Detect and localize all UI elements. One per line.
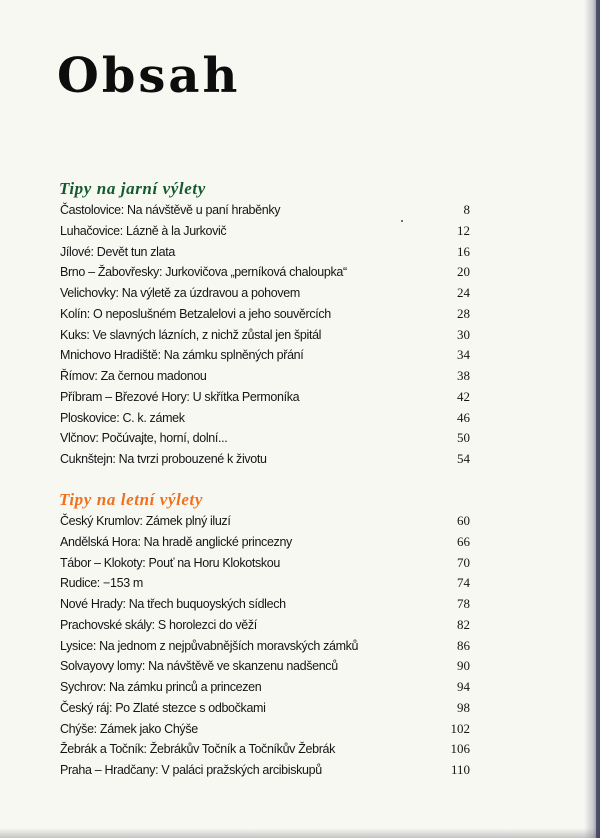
entry-title: Žebrák a Točník: Žebrákův Točník a Točníkův Žebrák xyxy=(60,742,336,757)
entry-title: Nové Hrady: Na třech buquoyských sídlech xyxy=(60,597,286,611)
toc-entry[interactable] xyxy=(60,594,470,615)
entry-page-number: 8 xyxy=(463,202,470,217)
toc-entry[interactable] xyxy=(60,698,470,719)
entry-title: Jílové: Devět tun zlata xyxy=(60,244,175,259)
toc-entry[interactable] xyxy=(60,532,470,553)
toc-entry[interactable] xyxy=(60,325,470,346)
entry-title: Římov: Za černou madonou xyxy=(60,369,207,383)
toc-entry[interactable] xyxy=(60,242,470,263)
entry-page-number: 70 xyxy=(457,554,470,570)
toc-entry[interactable] xyxy=(60,511,470,532)
entry-page-number: 90 xyxy=(457,658,470,674)
entry-page-number: 102 xyxy=(450,720,470,736)
entry-title: Solvayovy lomy: Na návštěvě ve skanzenu nadšenců xyxy=(60,659,338,674)
entry-title: Cuknštejn: Na tvrzi probouzené k životu xyxy=(60,452,267,466)
entry-page-number: 94 xyxy=(457,679,470,694)
toc-entry[interactable] xyxy=(60,615,470,636)
entry-title: Kuks: Ve slavných lázních, z nichž zůstal jen špitál xyxy=(60,327,322,342)
page-title: Obsah xyxy=(57,48,241,104)
entry-page-number: 86 xyxy=(457,637,470,653)
entry-page-number: 34 xyxy=(457,347,470,363)
section-heading: Tipy na jarní výlety xyxy=(59,179,206,198)
toc-entry[interactable] xyxy=(60,262,470,283)
toc-list xyxy=(60,511,470,781)
entry-page-number: 20 xyxy=(457,264,470,280)
toc-entry[interactable] xyxy=(60,221,470,242)
entry-page-number: 78 xyxy=(457,596,470,611)
toc-entry[interactable] xyxy=(60,200,470,221)
entry-title: Luhačovice: Lázně à la Jurkovič xyxy=(60,223,227,238)
entry-title: Lysice: Na jednom z nejpůvabnějších moravských zámků xyxy=(60,638,359,653)
entry-title: Praha – Hradčany: V paláci pražských arcibiskupů xyxy=(60,763,322,777)
entry-title: Brno – Žabovřesky: Jurkovičova „perníková chaloupka“ xyxy=(60,265,347,280)
toc-entry[interactable] xyxy=(60,553,470,574)
entry-page-number: 46 xyxy=(457,409,470,425)
toc-entry[interactable] xyxy=(60,739,470,760)
entry-title: Chýše: Zámek jako Chýše xyxy=(60,721,198,736)
entry-title: Příbram – Březové Hory: U skřítka Permoníka xyxy=(60,389,300,404)
toc-entry[interactable] xyxy=(60,719,470,740)
entry-page-number: 82 xyxy=(457,616,470,632)
section-spring-trips xyxy=(60,178,470,470)
toc-entry[interactable] xyxy=(60,677,470,698)
toc-entry[interactable] xyxy=(60,656,470,677)
entry-title: Mnichovo Hradiště: Na zámku splněných přání xyxy=(60,348,304,363)
toc-list xyxy=(60,200,470,470)
entry-title: Vlčnov: Počúvajte, horní, dolní... xyxy=(60,431,228,446)
entry-title: Častolovice: Na návštěvě u paní hraběnky xyxy=(60,203,281,217)
scan-speck xyxy=(401,220,403,222)
toc-entry[interactable] xyxy=(60,366,470,387)
entry-page-number: 66 xyxy=(457,533,470,549)
toc-entry[interactable] xyxy=(60,760,470,781)
entry-page-number: 74 xyxy=(457,575,470,591)
toc-entry[interactable] xyxy=(60,573,470,594)
entry-page-number: 38 xyxy=(457,368,470,383)
section-summer-trips xyxy=(60,489,470,781)
toc-entry[interactable] xyxy=(60,636,470,657)
toc-entry[interactable] xyxy=(60,387,470,408)
toc-entry[interactable] xyxy=(60,345,470,366)
entry-page-number: 110 xyxy=(450,762,470,777)
entry-page-number: 30 xyxy=(457,326,470,342)
entry-page-number: 50 xyxy=(457,430,470,446)
entry-page-number: 54 xyxy=(457,451,470,466)
toc-entry[interactable] xyxy=(60,449,470,470)
entry-page-number: 12 xyxy=(457,222,470,238)
page-bottom-shadow xyxy=(0,828,600,838)
entry-title: Velichovky: Na výletě za úzdravou a pohovem xyxy=(60,286,300,300)
toc-entry[interactable] xyxy=(60,304,470,325)
section-heading: Tipy na letní výlety xyxy=(59,490,204,509)
entry-title: Tábor – Klokoty: Pouť na Horu Klokotskou xyxy=(60,555,280,570)
entry-title: Český ráj: Po Zlaté stezce s odbočkami xyxy=(60,700,266,715)
entry-title: Český Krumlov: Zámek plný iluzí xyxy=(60,514,231,528)
entry-title: Ploskovice: C. k. zámek xyxy=(60,410,185,425)
entry-page-number: 28 xyxy=(457,305,470,321)
entry-title: Andělská Hora: Na hradě anglické princezny xyxy=(60,534,292,549)
toc-entry[interactable] xyxy=(60,283,470,304)
entry-page-number: 98 xyxy=(457,699,470,715)
entry-page-number: 16 xyxy=(457,243,470,259)
entry-title: Kolín: O neposlušném Betzalelovi a jeho souvěrcích xyxy=(60,306,331,321)
toc-entry[interactable] xyxy=(60,408,470,429)
entry-page-number: 42 xyxy=(457,388,470,404)
entry-page-number: 60 xyxy=(457,513,470,528)
entry-title: Sychrov: Na zámku princů a princezen xyxy=(60,680,262,694)
page-edge xyxy=(596,0,600,838)
entry-title: Prachovské skály: S horolezci do věží xyxy=(60,617,257,632)
entry-page-number: 24 xyxy=(457,285,470,300)
toc-entry[interactable] xyxy=(60,428,470,449)
entry-page-number: 106 xyxy=(450,741,470,757)
entry-title: Rudice: −153 m xyxy=(60,576,143,591)
